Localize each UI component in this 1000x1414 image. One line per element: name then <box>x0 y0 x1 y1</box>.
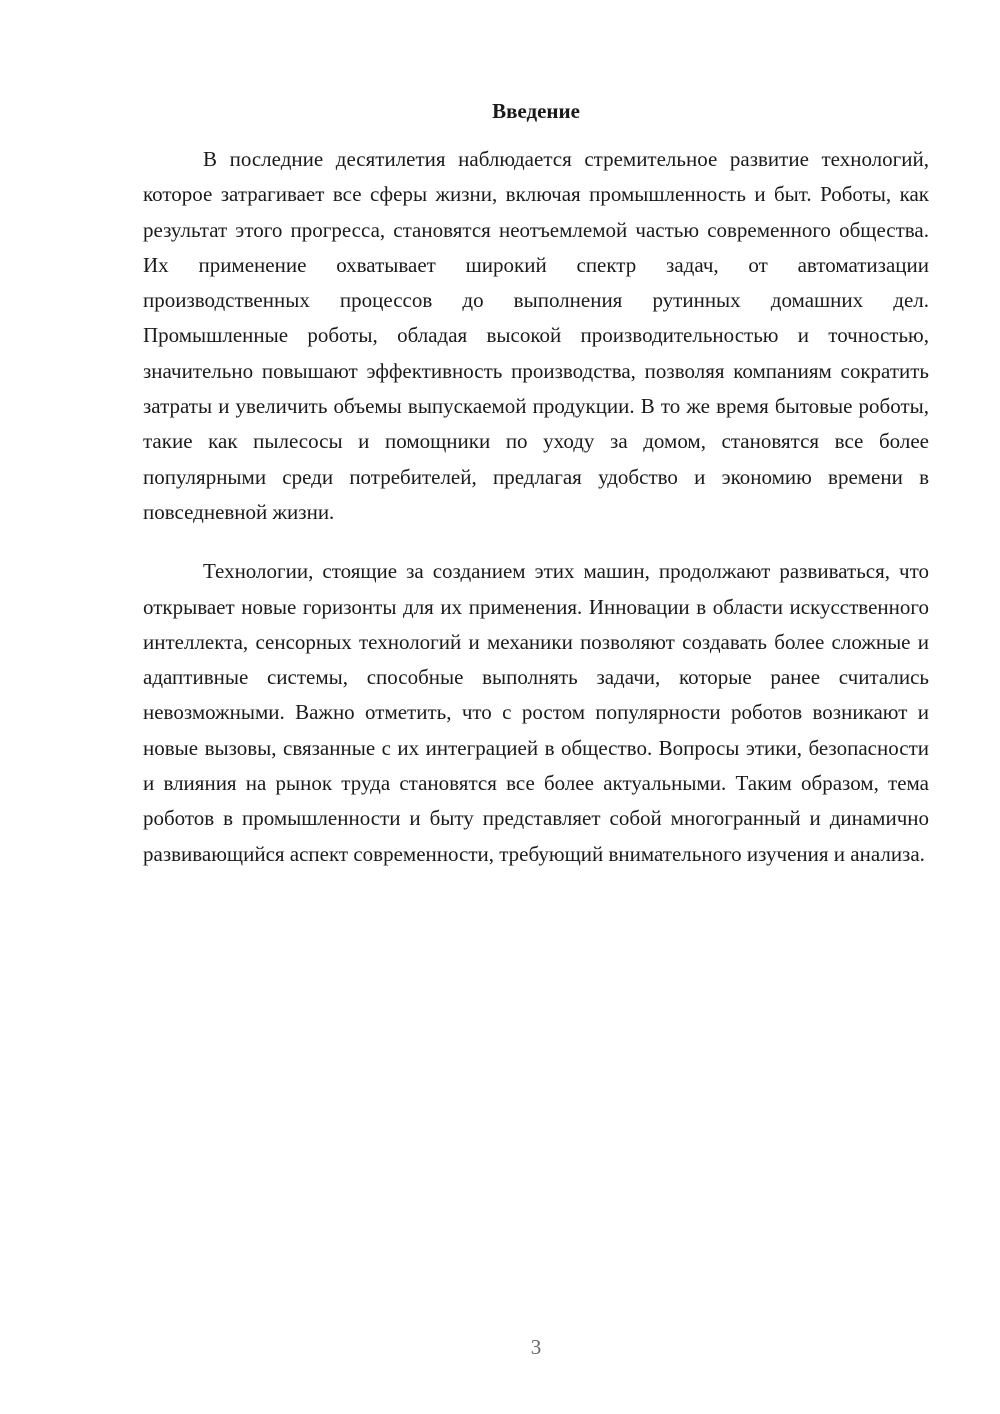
paragraph-2: Технологии, стоящие за созданием этих машин, продолжают развиваться, что открывает новые горизонты для их применения. Инновации в области искусственного интеллекта, сенсорных технологий и механики позволяют создавать более сложные и адаптивные системы, способные выполнять задачи, которые ранее считались невозможными. Важно отметить, что с ростом популярности роботов возникают и новые вызовы, связанные с их интеграцией в общество. Вопросы этики, безопасности и влияния на рынок труда становятся все более актуальными. Таким образом, тема роботов в промышленности и быту представляет собой многогранный и динамично развивающийся аспект современности, требующий внимательного изучения и анализа. <box>143 559 929 866</box>
page-title: Введение <box>492 99 580 123</box>
document-body <box>143 142 929 872</box>
paragraph-1: В последние десятилетия наблюдается стремительное развитие технологий, которое затрагивает все сферы жизни, включая промышленность и быт. Роботы, как результат этого прогресса, становятся неотъемлемой частью современного общества. Их применение охватывает широкий спектр задач, от автоматизации производственных процессов до выполнения рутинных домашних дел. Промышленные роботы, обладая высокой производительностью и точностью, значительно повышают эффективность производства, позволяя компаниям сократить затраты и увеличить объемы выпускаемой продукции. В то же время бытовые роботы, такие как пылесосы и помощники по уходу за домом, становятся все более популярными среди потребителей, предлагая удобство и экономию времени в повседневной жизни. <box>143 147 929 524</box>
page-number: 3 <box>530 1335 542 1359</box>
